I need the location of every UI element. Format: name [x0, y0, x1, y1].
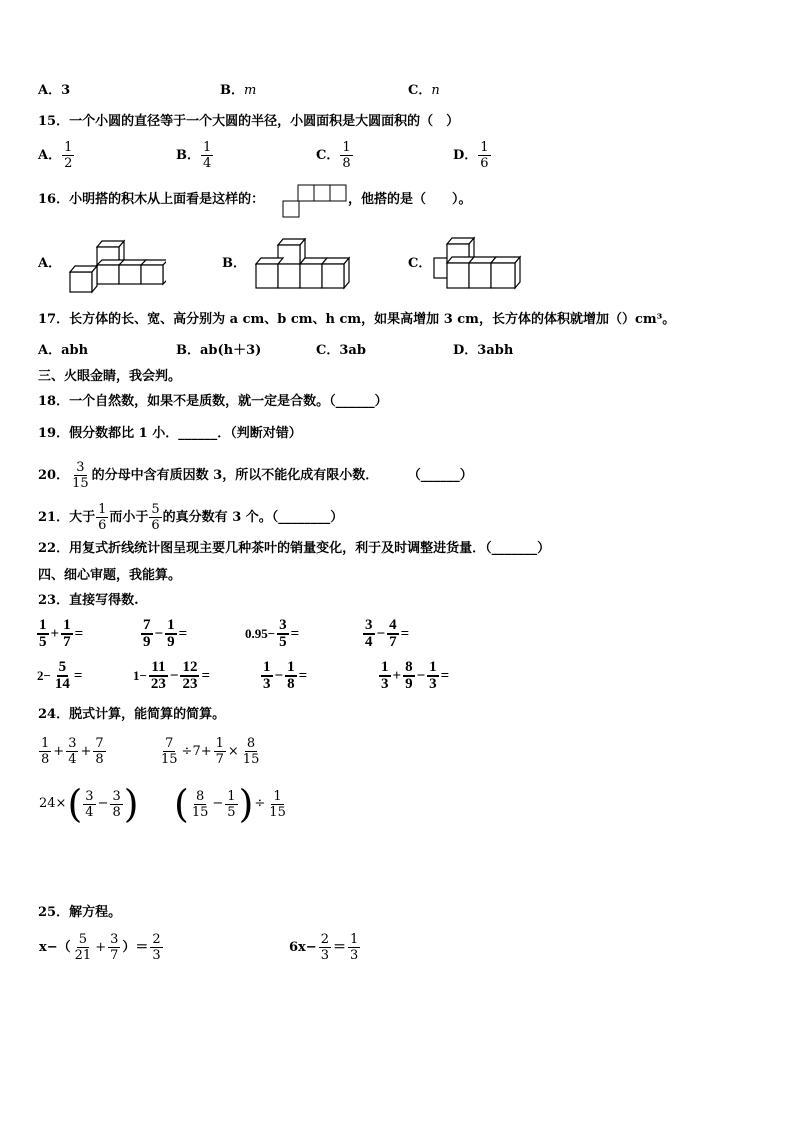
q14-option-a[interactable]: A．3 [38, 83, 71, 98]
q20-text[interactable]: 20． $\frac{3}{15}$ 的分母中含有质因数 3，所以不能化成有限小数． （______） [38, 460, 473, 491]
variable-m: m [244, 83, 257, 98]
q23-expr-5[interactable]: 2− $\frac{5}{14}$ = [37, 659, 83, 692]
q24-expr-4[interactable]: ( $\frac{8}{15}$ − $\frac{1}{5}$ )÷ $\frac{1}{15}$ [174, 782, 286, 826]
q23-expr-1[interactable]: $\frac{1}{5}$ + $\frac{1}{7}$ = [39, 617, 84, 650]
q14-option-c[interactable]: C．n [408, 83, 440, 98]
q16-stem-pre: 16．小明搭的积木从上面看是这样的： [38, 192, 265, 207]
q15-option-d[interactable]: D． $\frac{1}{6}$ [453, 140, 489, 171]
q23-expr-4[interactable]: $\frac{3}{4}$ − $\frac{4}{7}$ = [365, 617, 410, 650]
section-4-title: 四、细心审题，我能算。 [38, 568, 182, 583]
q22-text[interactable]: 22．用复式折线统计图呈现主要几种茶叶的销量变化，利于及时调整进货量．（_______） [38, 541, 551, 556]
q25-equation-2[interactable]: 6x− $\frac{2}{3}$ ＝ $\frac{1}{3}$ [289, 932, 359, 963]
q16-option-c-label[interactable]: C． [408, 256, 432, 271]
q16-option-b-label[interactable]: B． [222, 256, 246, 271]
q17-stem: 17．长方体的长、宽、高分别为 a cm、b cm、h cm，如果高增加 3 cm，长方体的体积就增加（）cm³。 [38, 312, 676, 327]
right-paren: ) [238, 782, 254, 826]
q17-option-c[interactable]: C．3ab [316, 343, 366, 358]
left-paren: ( [174, 782, 189, 826]
q20-answer-blank[interactable]: （______） [414, 468, 473, 483]
q18-text[interactable]: 18．一个自然数，如果不是质数，就一定是合数。（______） [38, 394, 388, 409]
top-view-figure [282, 184, 348, 218]
q16-stem-post: ，他搭的是（ ）。 [348, 192, 472, 207]
q17-option-a[interactable]: A．abh [38, 343, 89, 358]
q24-expr-2[interactable]: $\frac{7}{15}$ ÷7+ $\frac{1}{7}$ × $\frac{8}{15}$ [161, 736, 260, 767]
q23-expr-7[interactable]: $\frac{1}{3}$ − $\frac{1}{8}$ = [263, 659, 308, 692]
q15-stem: 15．一个小圆的直径等于一个大圆的半径，小圆面积是大圆面积的（ ） [38, 114, 460, 129]
cube-figure-a[interactable] [68, 238, 166, 296]
q25-stem: 25．解方程。 [38, 905, 122, 920]
q17-option-d[interactable]: D．3abh [453, 343, 514, 358]
q17-option-b[interactable]: B．ab(h＋3) [176, 343, 262, 358]
left-paren: ( [67, 782, 83, 826]
q25-equation-1[interactable]: x−（ $\frac{5}{21}$ + $\frac{3}{7}$ ）＝ $\frac{2}{3}$ [39, 932, 161, 963]
q14-option-b[interactable]: B．m [220, 83, 257, 98]
q19-text[interactable]: 19．假分数都比 1 小．______．（判断对错） [38, 426, 302, 441]
variable-n: n [431, 83, 440, 98]
q23-expr-3[interactable]: 0.95− $\frac{3}{5}$ = [245, 617, 300, 650]
cube-figure-c[interactable] [432, 236, 526, 292]
right-paren: ) [123, 782, 139, 826]
cube-figure-b[interactable] [255, 238, 351, 292]
q15-option-c[interactable]: C． $\frac{1}{8}$ [316, 140, 351, 171]
q23-expr-8[interactable]: $\frac{1}{3}$ + $\frac{8}{9}$ − $\frac{1}{3}$ = [381, 659, 450, 692]
q24-stem: 24．脱式计算，能简算的简算。 [38, 707, 226, 722]
q23-expr-2[interactable]: $\frac{7}{9}$ − $\frac{1}{9}$ = [143, 617, 188, 650]
q23-expr-6[interactable]: 1− $\frac{11}{23}$ − $\frac{12}{23}$ = [133, 659, 211, 692]
q21-text[interactable]: 21．大于 $\frac{1}{6}$ 而小于 $\frac{5}{6}$ 的真分数有 3 个。（________） [38, 502, 344, 533]
q24-expr-1[interactable]: $\frac{1}{8}$ + $\frac{3}{4}$ + $\frac{7}{8}$ [41, 736, 104, 767]
q15-option-a[interactable]: A． $\frac{1}{2}$ [38, 140, 73, 171]
section-3-title: 三、火眼金睛，我会判。 [38, 369, 182, 384]
q15-option-b[interactable]: B． $\frac{1}{4}$ [176, 140, 212, 171]
q24-expr-3[interactable]: 24×( $\frac{3}{4}$ − $\frac{3}{8}$ ) [39, 782, 139, 826]
q23-stem: 23．直接写得数. [38, 593, 139, 608]
q16-option-a-label[interactable]: A． [38, 256, 62, 271]
